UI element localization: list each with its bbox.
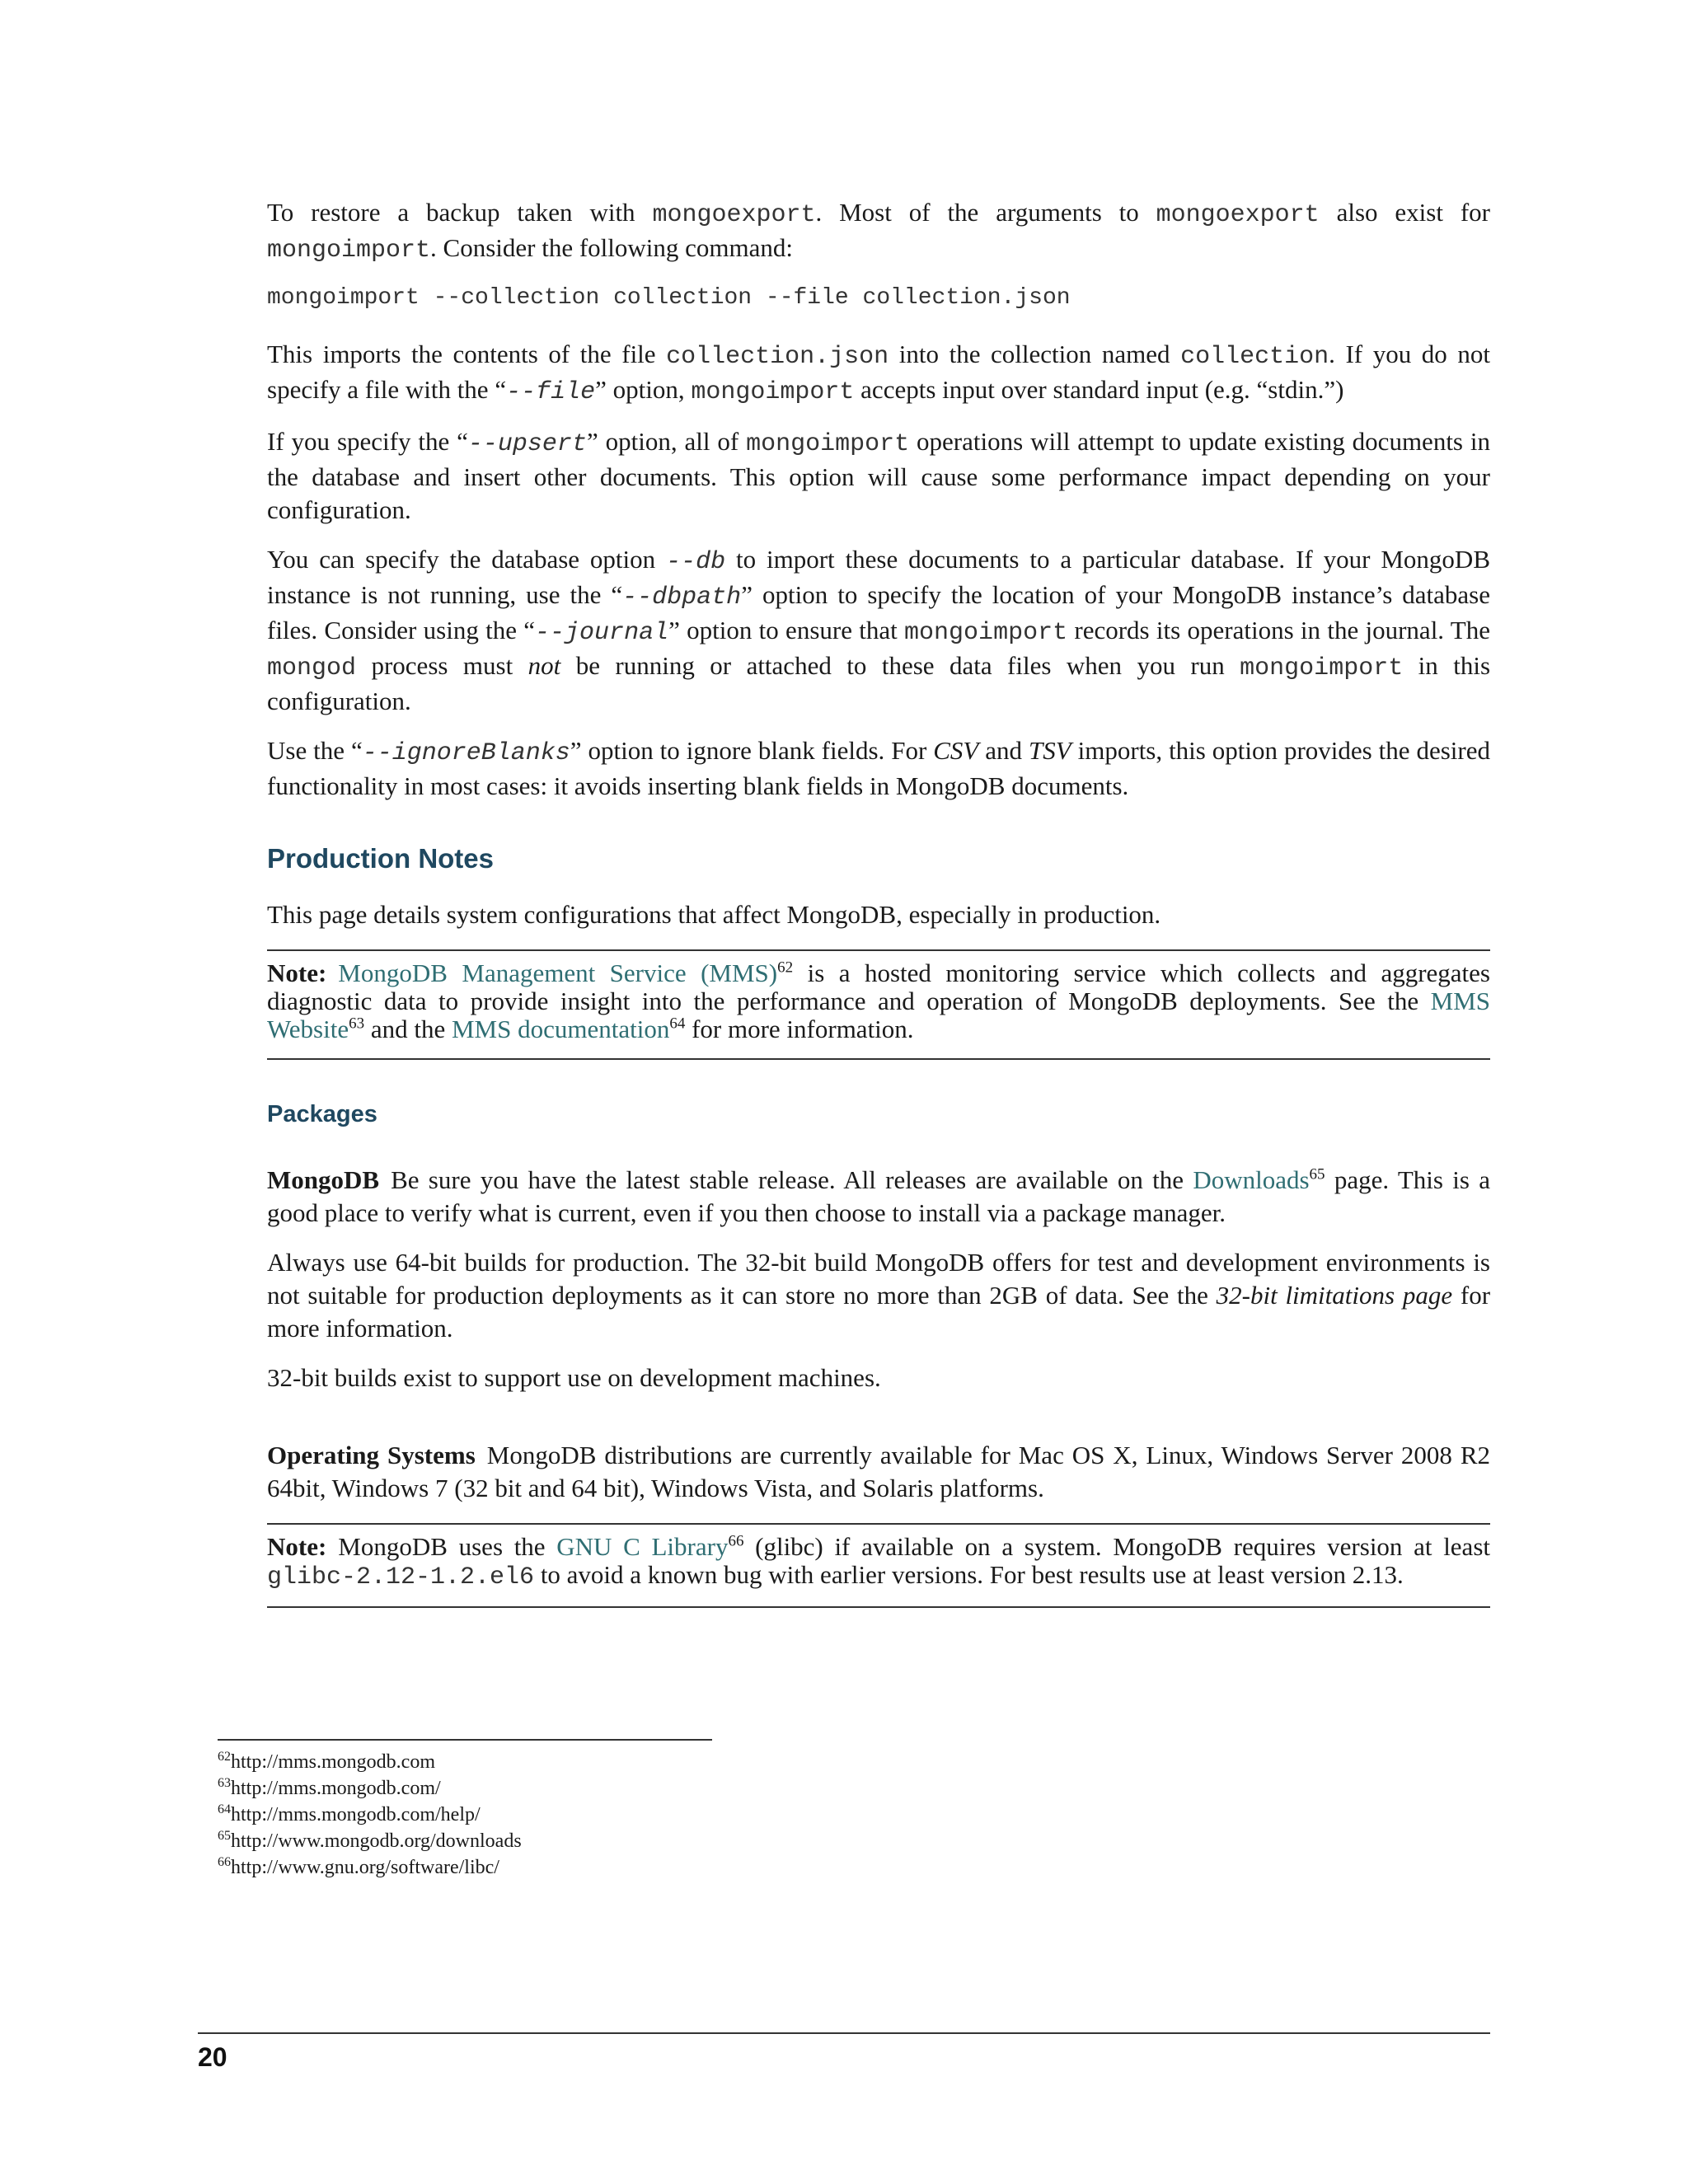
- rubric-operating-systems: Operating Systems: [267, 1441, 476, 1469]
- emphasis-not: not: [528, 651, 561, 680]
- option-dbpath: --dbpath: [622, 583, 742, 612]
- subsection-heading-packages: Packages: [267, 1101, 377, 1127]
- rubric-mongodb: MongoDB: [267, 1165, 380, 1194]
- footnote-url[interactable]: http://mms.mongodb.com/: [231, 1778, 441, 1799]
- footnote-url[interactable]: http://www.gnu.org/software/libc/: [231, 1857, 499, 1878]
- text: operations will attempt to update existing documents in the database and insert other documents. This option will cause some performance impact depending on your configuration.: [267, 427, 1491, 524]
- text: page. This is a good place to verify what is current, even if you then choose to install via a package manager.: [267, 1165, 1490, 1227]
- option-db: --db: [666, 548, 726, 576]
- footnote-ref[interactable]: 64: [669, 1015, 686, 1033]
- text: ” option to ensure that: [668, 616, 905, 644]
- text: in this configuration.: [267, 651, 1491, 715]
- text: Use the “: [267, 736, 363, 765]
- text: to avoid a known bug with earlier versions. For best results use at least version 2.13.: [534, 1560, 1404, 1589]
- intro-paragraph-db: [267, 543, 1490, 718]
- code-mongoimport: mongoimport: [267, 237, 431, 265]
- text: ” option to specify the location of your MongoDB instance’s database files. Consider using the “: [267, 580, 1491, 644]
- footnote-url[interactable]: http://mms.mongodb.com/help/: [231, 1804, 481, 1825]
- emphasis-tsv: TSV: [1029, 736, 1071, 765]
- code-mongoimport: mongoimport: [904, 619, 1068, 647]
- link-downloads[interactable]: Downloads: [1193, 1165, 1310, 1194]
- packages-os-paragraph: [267, 1439, 1490, 1505]
- code-collection: collection: [1180, 343, 1329, 371]
- text: ” option,: [595, 375, 692, 404]
- note-text: [267, 959, 1490, 1043]
- code-mongoexport: mongoexport: [652, 201, 816, 229]
- emphasis-csv: CSV: [933, 736, 979, 765]
- footnote-item: [218, 1775, 712, 1802]
- text: ” option, all of: [586, 427, 747, 456]
- text: records its operations in the journal. The: [1067, 616, 1490, 644]
- footnote-item: [218, 1802, 712, 1828]
- text: to import these documents to a particular database. If your MongoDB instance is not running, use the “: [267, 545, 1490, 609]
- footnote-number: 64: [218, 1802, 231, 1816]
- text: This imports the contents of the file: [267, 340, 667, 368]
- code-mongoimport: mongoimport: [1240, 654, 1404, 682]
- footnote-number: 62: [218, 1750, 231, 1764]
- code-glibc-version: glibc-2.12-1.2.el6: [267, 1563, 535, 1591]
- footnote-number: 65: [218, 1829, 231, 1843]
- note-label: Note:: [267, 1532, 327, 1561]
- text: If you specify the “: [267, 427, 468, 456]
- text: for more information.: [267, 1281, 1491, 1343]
- main-content: [267, 196, 1490, 1629]
- packages-mongodb-paragraph: [267, 1164, 1490, 1230]
- emphasis-32bit-limitations: 32-bit limitations page: [1216, 1281, 1453, 1310]
- code-mongod: mongod: [267, 654, 357, 682]
- intro-paragraph-ignoreblanks: [267, 734, 1490, 803]
- packages-32bit-paragraph: 32-bit builds exist to support use on development machines.: [267, 1363, 881, 1392]
- text: process must: [356, 651, 528, 680]
- text: MongoDB uses the: [338, 1532, 557, 1561]
- text: accepts input over standard input (e.g. “stdin.”): [854, 375, 1344, 404]
- text: imports, this option provides the desired functionality in most cases: it avoids inserting blank fields in MongoDB documents.: [267, 736, 1491, 800]
- link-mms-documentation[interactable]: MMS documentation: [451, 1015, 670, 1043]
- text: . Consider the following command:: [430, 233, 794, 262]
- text: (glibc) if available on a system. MongoDB requires version at least: [743, 1532, 1490, 1561]
- link-mms[interactable]: MongoDB Management Service (MMS): [338, 958, 778, 987]
- intro-paragraph-upsert: [267, 425, 1490, 527]
- footnote-url[interactable]: http://www.mongodb.org/downloads: [231, 1830, 522, 1852]
- code-mongoimport: mongoimport: [691, 378, 855, 406]
- footnote-ref[interactable]: 62: [777, 958, 794, 977]
- note-text: [267, 1533, 1490, 1591]
- code-mongoexport: mongoexport: [1156, 201, 1320, 229]
- text: . If you do not specify a file with the “: [267, 340, 1490, 404]
- footnote-number: 66: [218, 1855, 231, 1869]
- footnote-item: [218, 1828, 712, 1854]
- footnote-ref[interactable]: 63: [349, 1015, 365, 1033]
- text: and the: [364, 1015, 452, 1043]
- footnote-number: 63: [218, 1776, 231, 1790]
- text: To restore a backup taken with: [267, 198, 653, 227]
- text: and: [978, 736, 1029, 765]
- intro-paragraph-imports: [267, 338, 1490, 409]
- text: into the collection named: [889, 340, 1181, 368]
- text: You can specify the database option: [267, 545, 667, 574]
- text: . Most of the arguments to: [815, 198, 1156, 227]
- text: also exist for: [1319, 198, 1490, 227]
- option-ignoreblanks: --ignoreBlanks: [362, 739, 570, 767]
- option-upsert: --upsert: [467, 430, 587, 458]
- text: Always use 64-bit builds for production. The 32-bit build MongoDB offers for test and development environments is not suitable for production deployments as it can store no more than 2GB of data. See the: [267, 1248, 1490, 1310]
- text: be running or attached to these data files when you run: [560, 651, 1240, 680]
- code-mongoimport: mongoimport: [746, 430, 910, 458]
- footer-divider: [198, 2032, 1490, 2034]
- note-box-mms: [267, 949, 1490, 1060]
- code-filename: collection.json: [666, 343, 889, 371]
- text: MongoDB distributions are currently available for Mac OS X, Linux, Windows Server 2008 R2 64bit, Windows 7 (32 bit and 64 bit), Windows Vista, and Solaris platforms.: [267, 1441, 1490, 1502]
- option-journal: --journal: [535, 619, 669, 647]
- production-intro: This page details system configurations that affect MongoDB, especially in production.: [267, 900, 1161, 929]
- footnote-ref[interactable]: 65: [1309, 1165, 1325, 1183]
- footnotes: [218, 1739, 712, 1881]
- note-box-glibc: [267, 1523, 1490, 1608]
- footnote-ref[interactable]: 66: [728, 1532, 744, 1550]
- section-heading-production-notes: Production Notes: [267, 843, 495, 874]
- text: ” option to ignore blank fields. For: [570, 736, 934, 765]
- option-file: --file: [506, 378, 596, 406]
- text: is a hosted monitoring service which collects and aggregates diagnostic data to provide insight into the performance and operation of MongoDB deployments. See the: [267, 958, 1490, 1015]
- link-mms-website[interactable]: MMS Website: [267, 987, 1490, 1043]
- command-example: mongoimport --collection collection --file collection.json: [267, 285, 1071, 311]
- packages-64bit-paragraph: [267, 1246, 1490, 1345]
- link-gnu-c-library[interactable]: GNU C Library: [556, 1532, 729, 1561]
- note-label: Note:: [267, 958, 327, 987]
- footnote-item: [218, 1749, 712, 1775]
- spacer: [267, 1411, 1490, 1439]
- footnote-item: [218, 1854, 712, 1881]
- text: for more information.: [685, 1015, 914, 1043]
- intro-paragraph-restore: [267, 196, 1490, 267]
- text: Be sure you have the latest stable release. All releases are available on the: [391, 1165, 1193, 1194]
- footnote-url[interactable]: http://mms.mongodb.com: [231, 1751, 436, 1773]
- page-number: 20: [198, 2042, 227, 2072]
